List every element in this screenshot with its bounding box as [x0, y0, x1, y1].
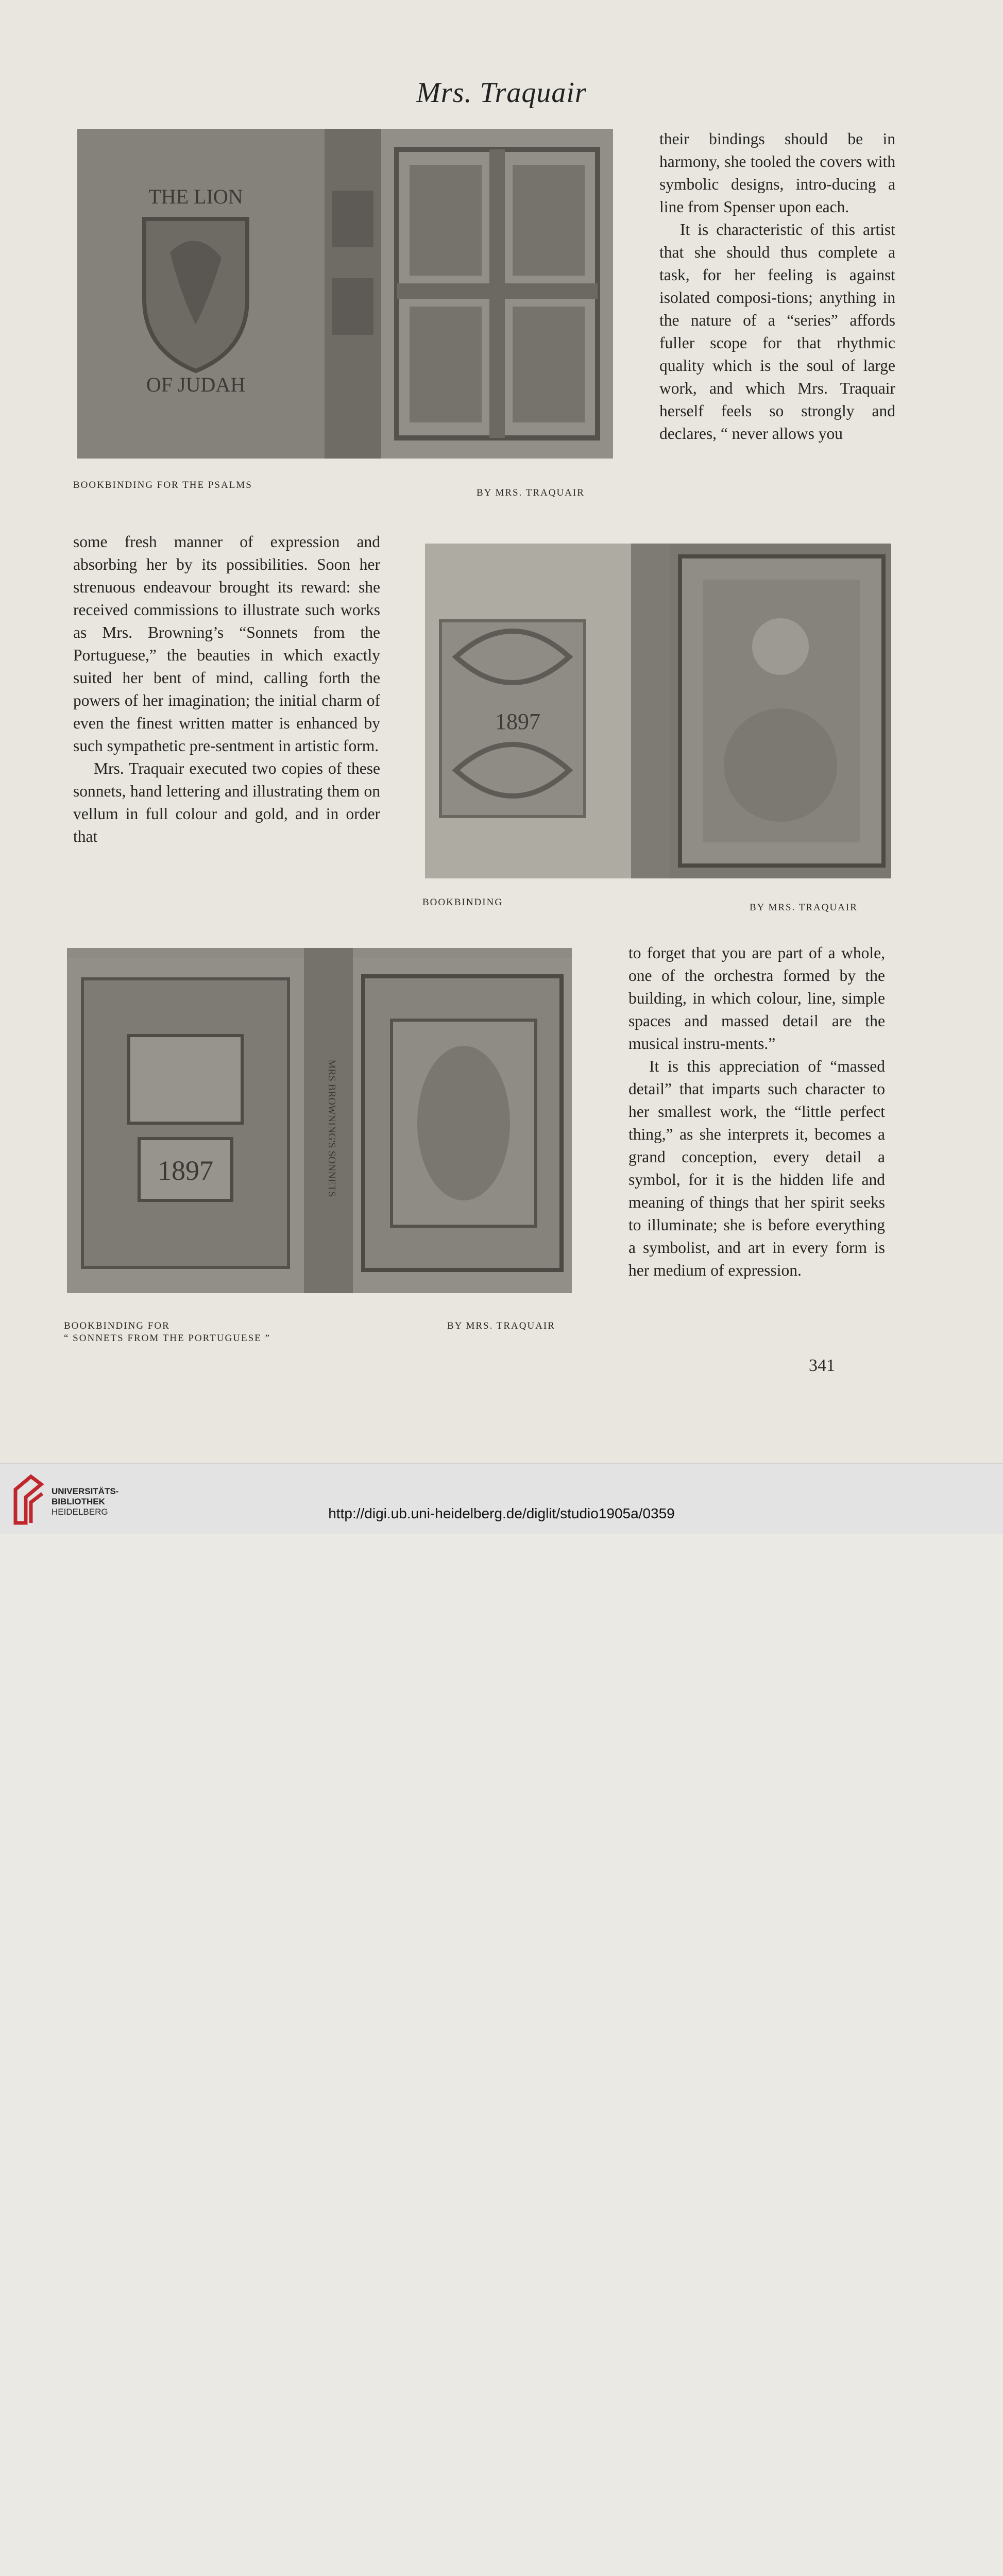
paragraph: Mrs. Traquair executed two copies of these sonnets, hand lettering and illustrating them on vellum in full colour and gold, and in order that [73, 759, 380, 845]
figure3-caption-left [64, 1320, 270, 1345]
paragraph: It is characteristic of this artist that she should thus complete a task, for her feeling is against isolated composi-tions; anything in the nature of a “series” affords fuller scope for that rhythmic quality which is the soul of large work, and which Mrs. Traquair herself feels so strongly and declares, “ never allows you [659, 221, 895, 443]
figure2-caption-left: BOOKBINDING [422, 897, 503, 908]
paragraph: their bindings should be in harmony, she tooled the covers with symbolic designs, intro-ducing a line from Spenser upon each. [659, 130, 895, 216]
figure2-caption-right: BY MRS. TRAQUAIR [750, 902, 858, 913]
sonnets-binding-illustration [67, 948, 572, 1293]
library-name-line: BIBLIOTHEK [52, 1497, 105, 1506]
sonnets-binding-photo [67, 948, 572, 1293]
library-name-line: HEIDELBERG [52, 1507, 108, 1517]
paragraph: some fresh manner of expression and absorbing her by its possibilities. Soon her strenuous endeavour brought its reward: she received commissions to illustrate such works as Mrs. Browning’s “Sonnets from the Portuguese,” the beauties in which exactly suited her bent of mind, calling forth the powers of her imagination; the initial charm of even the finest written matter is enhanced by such sympathetic pre-sentment in artistic form. [73, 533, 380, 755]
psalms-cover-bottom: OF JUDAH [146, 373, 246, 396]
paragraph: to forget that you are part of a whole, one of the orchestra formed by the building, in which colour, line, simple spaces and massed detail are the musical instru-ments.” [628, 944, 885, 1053]
figure3-caption-line2: “ SONNETS FROM THE PORTUGUESE ” [64, 1333, 270, 1344]
figure3-caption-right: BY MRS. TRAQUAIR [447, 1320, 555, 1331]
psalms-binding-photo [77, 129, 613, 459]
library-name-line: UNIVERSITÄTS- [52, 1486, 119, 1496]
source-url-link[interactable]: http://digi.ub.uni-heidelberg.de/diglit/studio1905a/0359 [328, 1505, 675, 1521]
figure1-caption-left: BOOKBINDING FOR THE PSALMS [73, 480, 252, 490]
body-text-left [73, 531, 380, 848]
body-text-right-2 [628, 942, 885, 1282]
sonnets-cover-date: 1897 [158, 1155, 213, 1186]
figure3-caption-line1: BOOKBINDING FOR [64, 1320, 170, 1331]
running-head: Mrs. Traquair [416, 77, 587, 109]
sonnets-spine-title: MRS BROWNING'S SONNETS [326, 1059, 337, 1197]
bookbinding-1897-illustration [425, 544, 891, 878]
body-text-right-1 [659, 128, 895, 445]
psalms-binding-illustration [77, 129, 613, 459]
bookbinding-1897-date: 1897 [495, 709, 540, 734]
paragraph: It is this appreciation of “massed detail” that imparts such character to her smallest work, the “little perfect thing,” as she interprets it, becomes a grand conception, every detail a symbol, for it is the hidden life and meaning of things that her spirit seeks to illuminate; she is before everything a symbolist, and art in every form is her medium of expression. [628, 1057, 885, 1279]
bookbinding-1897-photo [425, 544, 891, 878]
figure1-caption-right: BY MRS. TRAQUAIR [477, 487, 585, 498]
psalms-cover-title: THE LION [148, 185, 243, 208]
page-number: 341 [809, 1356, 835, 1375]
viewer-footer [0, 1463, 1003, 1534]
